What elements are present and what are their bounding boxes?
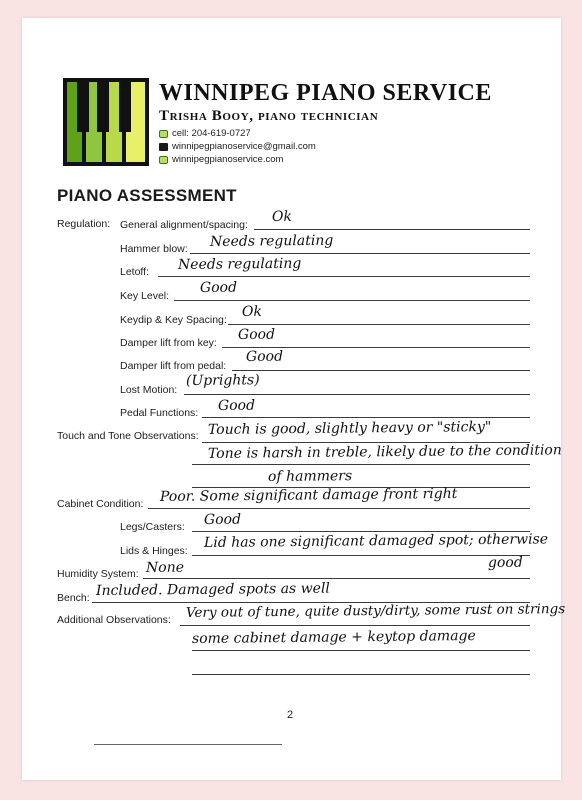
field-line <box>158 276 530 277</box>
field-line <box>192 674 530 675</box>
field-line <box>202 417 530 418</box>
field-label: Key Level: <box>120 290 170 302</box>
field-line <box>228 324 530 325</box>
field-label: Keydip & Key Spacing: <box>120 314 227 326</box>
field-line <box>232 370 530 371</box>
field-line <box>180 625 530 626</box>
field-line <box>184 394 530 395</box>
field-label: Pedal Functions: <box>120 407 199 419</box>
field-value: Needs regulating <box>209 232 334 250</box>
field-label: Damper lift from key: <box>120 337 217 349</box>
phone-row <box>159 128 251 139</box>
piano-keys-logo-icon <box>63 78 149 166</box>
field-value: Good <box>199 279 238 296</box>
phone-text: cell: 204-619-0727 <box>172 128 251 139</box>
legs-value: Good <box>203 511 242 528</box>
field-label: Letoff: <box>120 266 149 278</box>
field-line <box>254 229 530 230</box>
lids-value: Lid has one significant damaged spot; otherwise <box>203 531 549 551</box>
lids-label: Lids & Hinges: <box>120 545 188 557</box>
field-label: Hammer blow: <box>120 243 188 255</box>
field-label: Lost Motion: <box>120 384 178 396</box>
additional-line-1: Very out of tune, quite dusty/dirty, some rust on strings <box>185 601 566 621</box>
touch-tone-line-1: Touch is good, slightly heavy or "sticky" <box>207 419 492 438</box>
additional-label: Additional Observations: <box>57 614 171 626</box>
lids-value-2: good <box>487 554 523 571</box>
email-icon <box>159 143 168 151</box>
form-title: PIANO ASSESSMENT <box>57 186 237 205</box>
field-line <box>174 300 530 301</box>
field-value: Needs regulating <box>177 255 302 273</box>
field-line <box>192 464 530 465</box>
bench-value: Included. Damaged spots as well <box>95 580 330 599</box>
email-row <box>159 141 316 152</box>
website-text: winnipegpianoservice.com <box>172 154 284 165</box>
humidity-label: Humidity System: <box>57 568 139 580</box>
field-line <box>192 555 530 556</box>
phone-icon <box>159 130 168 138</box>
field-value: Good <box>237 326 276 343</box>
cabinet-value: Poor. Some significant damage front right <box>159 485 458 505</box>
email-text: winnipegpianoservice@gmail.com <box>172 141 316 152</box>
field-label: Damper lift from pedal: <box>120 360 227 372</box>
field-line <box>148 508 530 509</box>
legs-label: Legs/Casters: <box>120 521 185 533</box>
touch-tone-line-2: Tone is harsh in treble, likely due to the condition <box>207 442 562 462</box>
field-value: Good <box>217 397 256 414</box>
humidity-value: None <box>145 559 185 576</box>
website-row <box>159 154 283 165</box>
field-line <box>192 650 530 651</box>
touch-tone-line-3: of hammers <box>267 468 353 485</box>
technician-name: Trisha Booy, piano technician <box>159 108 379 124</box>
regulation-label: Regulation: <box>57 218 111 230</box>
field-value: Good <box>245 348 284 365</box>
field-label: General alignment/spacing: <box>120 219 248 231</box>
bench-label: Bench: <box>57 592 90 604</box>
touch-tone-label: Touch and Tone Observations: <box>57 430 199 442</box>
field-line <box>190 253 530 254</box>
field-line <box>143 578 530 579</box>
field-value: Ok <box>241 303 263 320</box>
field-value: (Uprights) <box>185 372 260 389</box>
page-number: 2 <box>287 709 294 721</box>
field-value: Ok <box>271 208 293 225</box>
additional-line-2: some cabinet damage + keytop damage <box>191 628 476 647</box>
footer-divider <box>94 744 282 745</box>
company-name: WINNIPEG PIANO SERVICE <box>159 80 492 106</box>
cabinet-label: Cabinet Condition: <box>57 498 144 510</box>
monitor-icon <box>159 156 168 164</box>
